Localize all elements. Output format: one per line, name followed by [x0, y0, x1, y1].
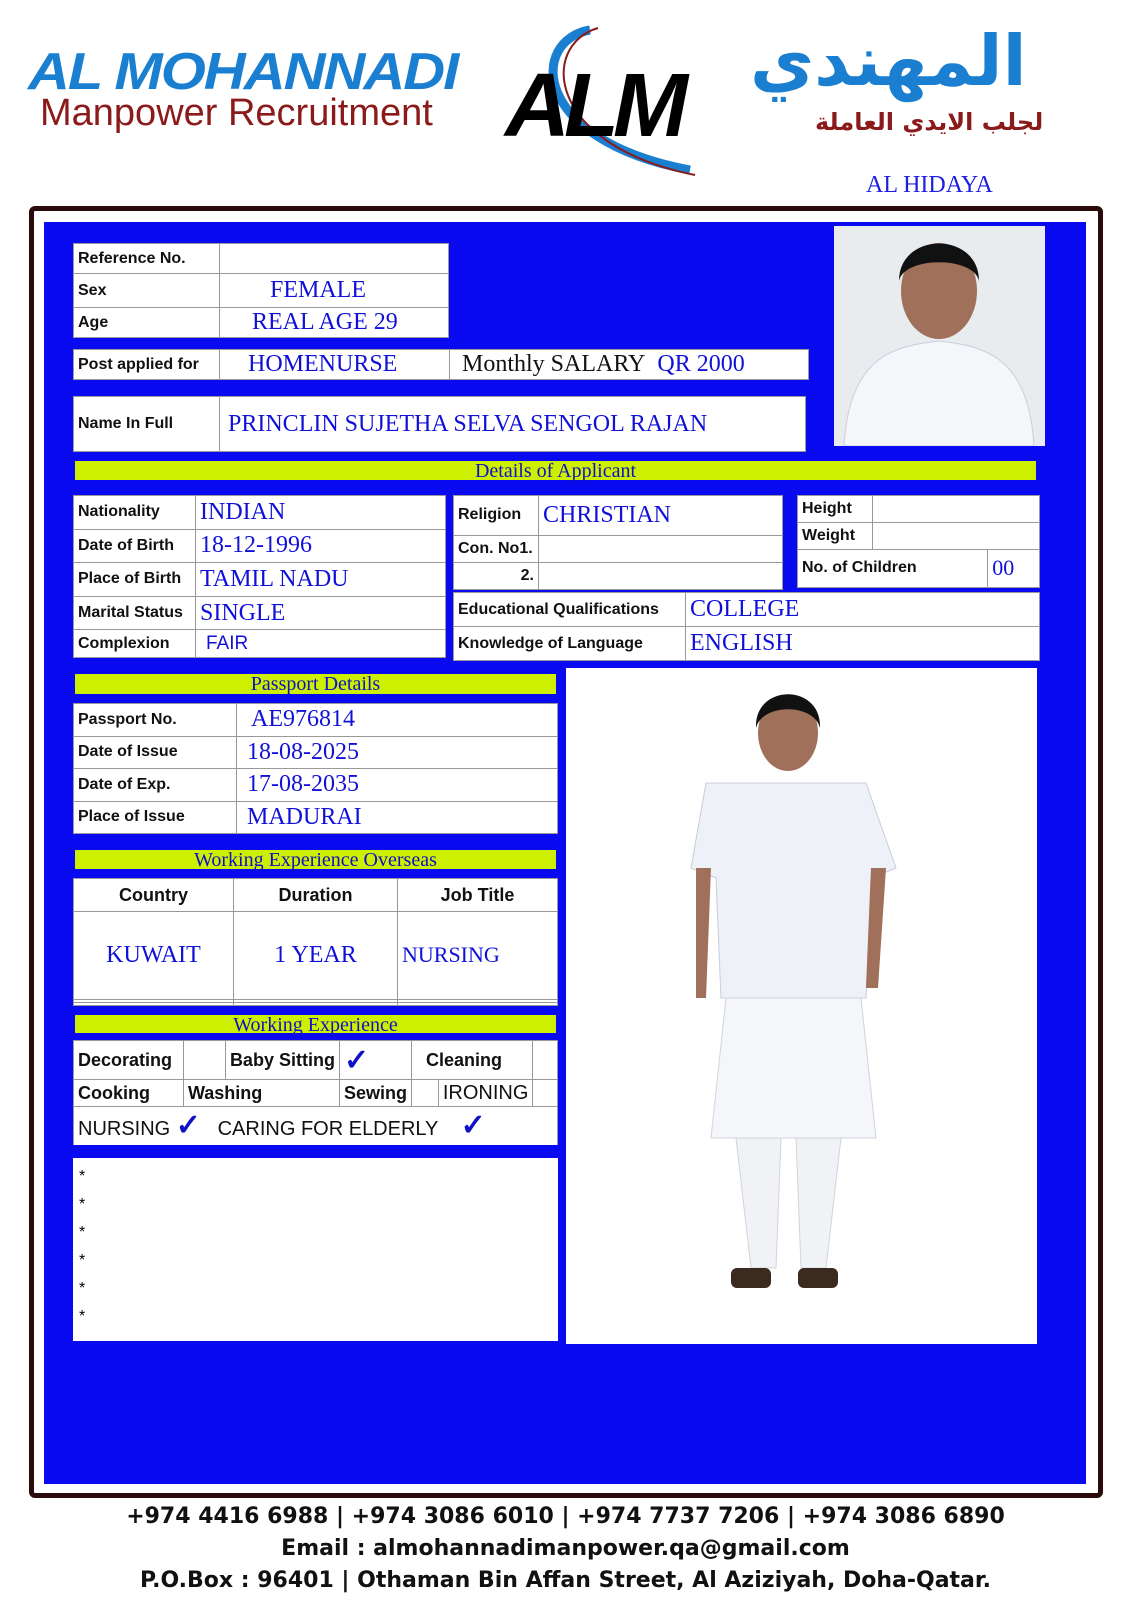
- overseas-duration: 1 YEAR: [234, 912, 398, 1000]
- logo-english: AL MOHANNADI: [28, 42, 458, 101]
- children-value: 00: [988, 549, 1040, 587]
- skill-sewing: Sewing: [339, 1080, 411, 1106]
- full-body-photo: [566, 668, 1037, 1344]
- overseas-job-title: NURSING: [398, 912, 558, 1000]
- weight-label: Weight: [798, 522, 873, 549]
- age-label: Age: [74, 308, 220, 338]
- personal-table: [73, 495, 446, 658]
- logo-mark: ALM: [505, 56, 682, 156]
- logo-subtitle: Manpower Recruitment: [40, 92, 433, 134]
- issue-place-label: Place of Issue: [74, 801, 237, 834]
- passport-no-label: Passport No.: [74, 704, 237, 737]
- basic-info-table: [73, 243, 449, 338]
- person-portrait-icon: [834, 226, 1045, 446]
- agency-name: AL HIDAYA: [866, 172, 993, 198]
- name-label: Name In Full: [74, 397, 220, 452]
- expiry-date-label: Date of Exp.: [74, 769, 237, 802]
- skill-cooking: Cooking: [74, 1080, 184, 1106]
- note-item: *: [79, 1224, 86, 1241]
- country-header: Country: [74, 879, 234, 912]
- marital-label: Marital Status: [74, 596, 196, 630]
- sex-label: Sex: [74, 274, 220, 308]
- job-title-header: Job Title: [398, 879, 558, 912]
- post-value: HOMENURSE: [220, 350, 450, 380]
- nationality-value: INDIAN: [196, 496, 446, 530]
- expiry-date-value: 17-08-2035: [237, 769, 558, 802]
- language-label: Knowledge of Language: [454, 627, 686, 661]
- overseas-section-header: Working Experience Overseas: [73, 848, 558, 871]
- ref-label: Reference No.: [74, 244, 220, 274]
- skills-table: [73, 1040, 558, 1145]
- note-item: *: [79, 1168, 86, 1185]
- skill-cleaning: Cleaning: [411, 1041, 532, 1080]
- qualification-table: [453, 592, 1040, 661]
- name-table: [73, 396, 806, 452]
- pob-label: Place of Birth: [74, 563, 196, 597]
- note-item: *: [79, 1252, 86, 1269]
- salary-value: QR 2000: [657, 351, 745, 377]
- nationality-label: Nationality: [74, 496, 196, 530]
- dob-value: 18-12-1996: [196, 529, 446, 563]
- note-item: *: [79, 1308, 86, 1325]
- skill-ironing: IRONING: [438, 1080, 533, 1106]
- physical-table: [797, 495, 1040, 588]
- sex-value: FEMALE: [220, 274, 449, 308]
- footer-address: P.O.Box : 96401 | Othaman Bin Affan Street, Al Aziziyah, Doha-Qatar.: [140, 1568, 991, 1593]
- passport-no-value: AE976814: [237, 704, 558, 737]
- logo-arabic: المهندي: [750, 20, 1027, 102]
- notes-box: [73, 1158, 558, 1341]
- age-value: REAL AGE 29: [220, 308, 449, 338]
- issue-date-value: 18-08-2025: [237, 736, 558, 769]
- religion-table: [453, 495, 783, 590]
- salary-label: Monthly SALARY: [462, 351, 646, 377]
- elderly-care-check-icon: ✓: [460, 1109, 486, 1143]
- person-full-body-icon: [566, 668, 1037, 1344]
- children-label: No. of Children: [798, 549, 988, 587]
- issue-date-label: Date of Issue: [74, 736, 237, 769]
- issue-place-value: MADURAI: [237, 801, 558, 834]
- ref-value: [220, 244, 449, 274]
- pob-value: TAMIL NADU: [196, 563, 446, 597]
- skill-washing: Washing: [183, 1080, 339, 1106]
- overseas-country: KUWAIT: [74, 912, 234, 1000]
- skill-elderly-care: CARING FOR ELDERLY: [217, 1118, 439, 1141]
- salary-cell: [450, 350, 809, 380]
- dob-label: Date of Birth: [74, 529, 196, 563]
- complexion-value: FAIR: [196, 630, 446, 658]
- passport-table: [73, 703, 558, 834]
- logo-arabic-subtitle: لجلب الايدي العاملة: [815, 108, 1044, 136]
- religion-label: Religion: [454, 496, 539, 536]
- details-section-header: Details of Applicant: [73, 459, 1038, 482]
- name-value: PRINCLIN SUJETHA SELVA SENGOL RAJAN: [220, 397, 806, 452]
- skill-nursing: NURSING: [78, 1118, 171, 1141]
- duration-header: Duration: [234, 879, 398, 912]
- note-item: *: [79, 1280, 86, 1297]
- height-label: Height: [798, 496, 873, 523]
- education-value: COLLEGE: [686, 593, 1040, 627]
- nursing-check-icon: ✓: [175, 1109, 201, 1143]
- skills-section-header: Working Experience: [73, 1013, 558, 1035]
- language-value: ENGLISH: [686, 627, 1040, 661]
- footer-phones: +974 4416 6988 | +974 3086 6010 | +974 7737 7206 | +974 3086 6890: [126, 1504, 1005, 1529]
- complexion-label: Complexion: [74, 630, 196, 658]
- education-label: Educational Qualifications: [454, 593, 686, 627]
- contact2-label: 2.: [454, 562, 539, 589]
- post-label: Post applied for: [74, 350, 220, 380]
- marital-value: SINGLE: [196, 596, 446, 630]
- post-table: [73, 349, 809, 380]
- skill-baby-sitting: Baby Sitting: [225, 1041, 339, 1080]
- overseas-table: [73, 878, 558, 1006]
- skill-decorating: Decorating: [74, 1041, 184, 1080]
- religion-value: CHRISTIAN: [539, 496, 783, 536]
- baby-sitting-check-icon: ✓: [339, 1041, 411, 1080]
- passport-section-header: Passport Details: [73, 672, 558, 696]
- footer-email: Email : almohannadimanpower.qa@gmail.com: [281, 1536, 850, 1561]
- contact1-label: Con. No1.: [454, 535, 539, 562]
- passport-photo: [834, 226, 1045, 446]
- note-item: *: [79, 1196, 86, 1213]
